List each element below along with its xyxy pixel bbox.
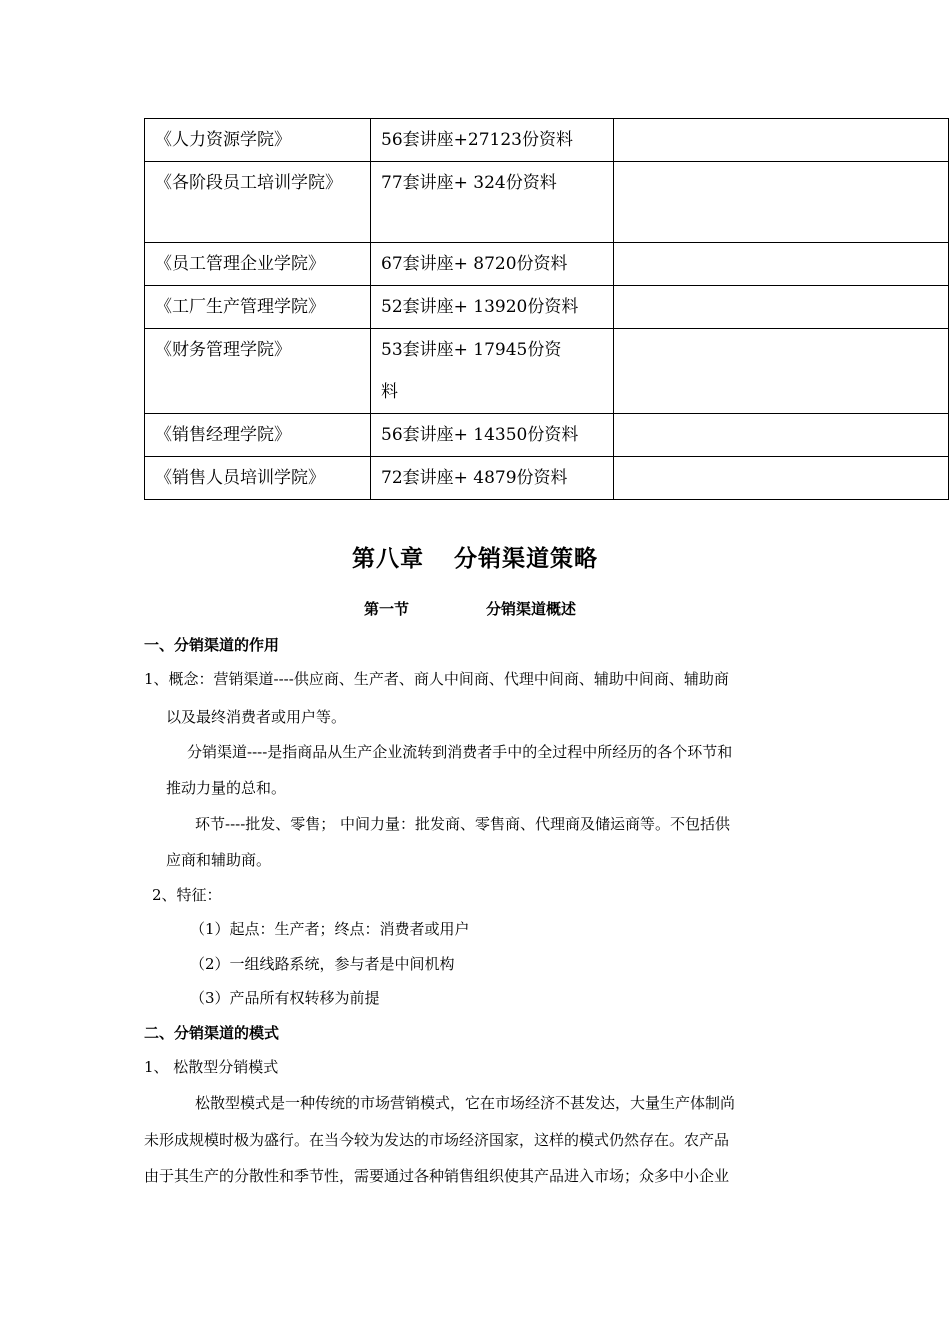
course-name: 《销售人员培训学院》 [145,457,371,500]
text-line: 松散型模式是一种传统的市场营销模式，它在市场经济不甚发达，大量生产体制尚 [195,1094,736,1112]
course-desc: 67套讲座+ 8720份资料 [371,243,614,286]
chapter-number: 第八章 [352,546,424,572]
text-line: 应商和辅助商。 [166,851,272,869]
course-note [614,119,949,162]
text-line: 1、概念：营销渠道----供应商、生产者、商人中间商、代理中间商、辅助中间商、辅助商 [144,670,729,688]
text-line: 以及最终消费者或用户等。 [166,708,347,726]
text-line: 2、特征： [152,886,222,904]
table-row [145,329,949,414]
section-number: 第一节 [364,600,410,618]
text-line: （1）起点：生产者；终点：消费者或用户 [190,920,470,938]
catalog-table [144,118,949,500]
table-row [145,457,949,500]
course-desc: 56套讲座+27123份资料 [371,119,614,162]
course-name: 《销售经理学院》 [145,414,371,457]
course-note [614,457,949,500]
table-row [145,119,949,162]
text-line: 由于其生产的分散性和季节性，需要通过各种销售组织使其产品进入市场；众多中小企业 [144,1167,730,1185]
table-row [145,286,949,329]
text-line: 推动力量的总和。 [166,779,287,797]
text-line: （3）产品所有权转移为前提 [190,989,380,1007]
course-note [614,329,949,414]
text-line: 环节----批发、零售； 中间力量：批发商、零售商、代理商及储运商等。不包括供 [195,815,731,833]
chapter-title [0,540,950,573]
chapter-name: 分销渠道策略 [454,546,598,572]
course-desc: 56套讲座+ 14350份资料 [371,414,614,457]
heading-role: 一、分销渠道的作用 [144,636,280,654]
course-note [614,243,949,286]
text-line: 分销渠道----是指商品从生产企业流转到消费者手中的全过程中所经历的各个环节和 [187,743,733,761]
course-name: 《员工管理企业学院》 [145,243,371,286]
course-desc: 53套讲座+ 17945份资料 [371,329,614,414]
course-desc: 52套讲座+ 13920份资料 [371,286,614,329]
course-name: 《人力资源学院》 [145,119,371,162]
text-line: 未形成规模时极为盛行。在当今较为发达的市场经济国家，这样的模式仍然存在。农产品 [144,1131,730,1149]
course-name: 《各阶段员工培训学院》 [145,162,371,243]
course-desc: 77套讲座+ 324份资料 [371,162,614,243]
heading-mode: 二、分销渠道的模式 [144,1024,280,1042]
table-row [145,414,949,457]
text-line: （2）一组线路系统，参与者是中间机构 [190,955,455,973]
course-note [614,414,949,457]
course-name: 《财务管理学院》 [145,329,371,414]
section-title: 分销渠道概述 [486,600,577,618]
table-row [145,243,949,286]
course-note [614,162,949,243]
text-line: 1、 松散型分销模式 [144,1058,279,1076]
course-note [614,286,949,329]
course-desc: 72套讲座+ 4879份资料 [371,457,614,500]
course-name: 《工厂生产管理学院》 [145,286,371,329]
table-row [145,162,949,243]
